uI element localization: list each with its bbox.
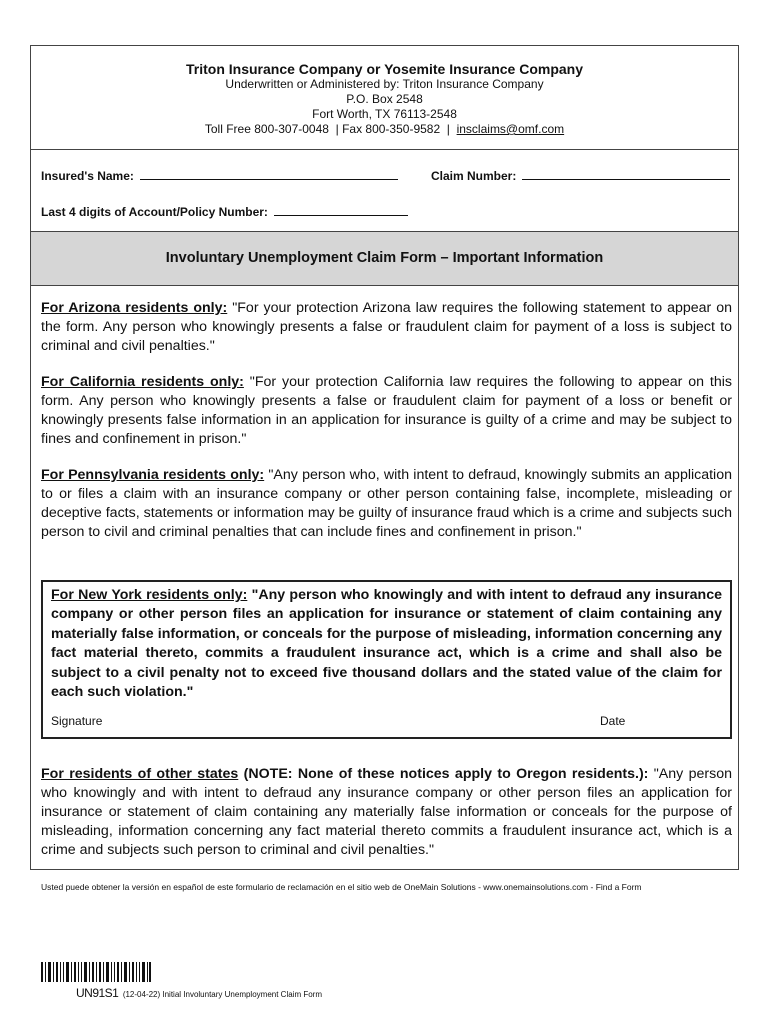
new-york-notice-box [41,580,732,739]
form-code: UN91S1 [76,986,119,1000]
claim-number-label: Claim Number: [431,169,517,183]
form-description: (12-04-22) Initial Involuntary Unemployment Claim Form [122,990,322,999]
pennsylvania-lead: For Pennsylvania residents only: [41,467,265,483]
claim-number-field [431,168,730,183]
account-number-label: Last 4 digits of Account/Policy Number: [41,205,268,219]
other-states-text: "Any person who knowingly and with intent to defraud any insurance company or other person files an application for insurance or statement of claim containing any materially false information or conceals for the purpose of misleading, information concerning any fact material thereto commits a fraudulent insurance act, which is a crime and subjects such person to criminal and civil penalties." [41,766,733,858]
pennsylvania-text: "Any person who, with intent to defraud, knowingly submits an application to or files a claim with an insurance company or other person containing false, incomplete, misleading or deceptive facts, statements or information may be guilty of insurance fraud which is a crime and subjects such person to civil and criminal penalties that can include fines and confinement in prison." [41,467,732,540]
po-box: P.O. Box 2548 [346,92,423,106]
oregon-note: (NOTE: None of these notices apply to Oregon residents.): [238,766,649,782]
barcode [41,962,151,982]
city-line: Fort Worth, TX 76113-2548 [312,107,457,121]
arizona-lead: For Arizona residents only: [41,300,228,316]
email-link[interactable]: insclaims@omf.com [456,122,565,136]
california-notice [41,373,732,449]
date-label: Date [600,714,626,728]
account-number-field [41,204,408,219]
arizona-notice [41,299,732,356]
new-york-notice [51,586,722,702]
claimant-fields [31,149,738,231]
new-york-lead: For New York residents only: [51,587,248,603]
underwriter-line: Underwritten or Administered by: Triton Insurance Company [225,77,544,91]
phone-fax: Toll Free 800-307-0048 | Fax 800-350-9582 | [204,122,457,136]
arizona-text: "For your protection Arizona law requires the following statement to appear on the form. Any person who knowingly presents a false or fraudulent claim for payment of a loss is subject to criminal and civil penalties." [41,300,733,354]
other-states-notice [41,765,732,860]
form-header [31,46,738,150]
insured-name-input[interactable] [140,168,398,180]
california-text: "For your protection California law requires the following to appear on this form. Any person who knowingly presents a false or fraudulent claim for payment of a loss or benefit or knowingly presents false information in an application for insurance is guilty of a crime and may be subject to fines and confinement in prison." [41,374,732,447]
account-number-input[interactable] [274,204,408,216]
signature-label: Signature [51,714,103,728]
california-lead: For California residents only: [41,374,244,390]
other-states-lead: For residents of other states [41,766,239,782]
claim-form [30,45,739,870]
claim-number-input[interactable] [522,168,730,180]
other-states-lead-group [41,766,648,782]
new-york-text: "Any person who knowingly and with intent to defraud any insurance company or other person files an application for insurance or statement of claim containing any materially false information, or conceals for the purpose of misleading, information concerning any fact material thereto, commits a fraudulent insurance act, which is a crime and shall also be subject to a civil penalty not to exceed five thousand dollars and the stated value of the claim for each such violation." [51,587,722,701]
insured-name-label: Insured's Name: [41,169,134,183]
form-footer [76,984,322,1002]
info-banner: Involuntary Unemployment Claim Form – Important Information [31,231,738,286]
contact-line [31,122,738,137]
spanish-version-note: Usted puede obtener la versión en español de este formulario de reclamación en el sitio web de OneMain Solutions - www.onemainsolutions.com - Find a Form [41,882,642,892]
insured-name-field [41,168,398,183]
pennsylvania-notice [41,466,732,542]
company-name: Triton Insurance Company or Yosemite Insurance Company [185,61,584,77]
